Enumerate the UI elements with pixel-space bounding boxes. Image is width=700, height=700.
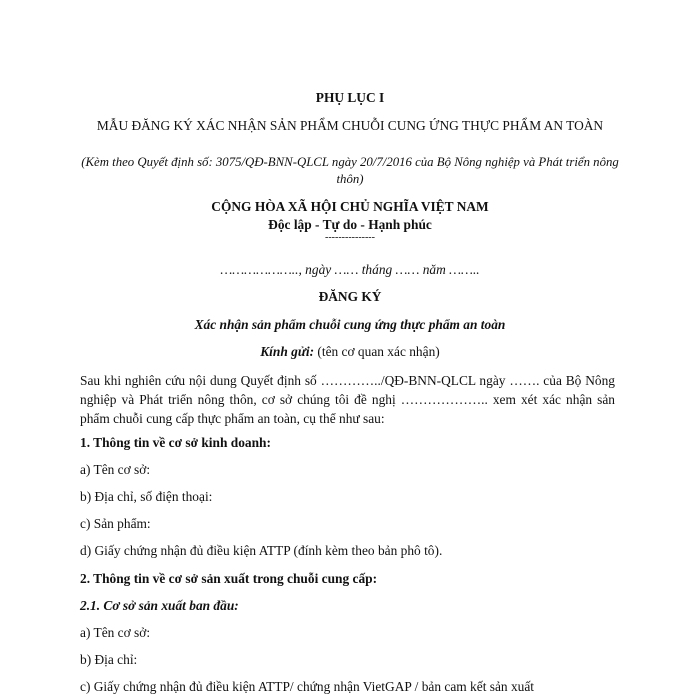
section2-sub-heading: 2.1. Cơ sở sản xuất ban đầu:	[80, 598, 239, 613]
addressee-value: (tên cơ quan xác nhận)	[314, 344, 440, 359]
form-title: MẪU ĐĂNG KÝ XÁC NHẬN SẢN PHẨM CHUỖI CUNG ỨNG THỰC PHẨM AN TOÀN	[96, 118, 604, 133]
addressee-label: Kính gửi:	[260, 344, 315, 359]
national-title: CỘNG HÒA XÃ HỘI CHỦ NGHĨA VIỆT NAM	[211, 199, 489, 214]
section1-item: b) Địa chỉ, số điện thoại:	[80, 489, 213, 504]
section2-item: b) Địa chỉ:	[80, 652, 138, 667]
form-subtitle: (Kèm theo Quyết định số: 3075/QĐ-BNN-QLCL ngày 20/7/2016 của Bộ Nông nghiệp và Phát triển nông thôn)	[81, 155, 619, 186]
date-line: ……………….., ngày …… tháng …… năm ……..	[220, 262, 480, 277]
document-subject: Xác nhận sản phẩm chuỗi cung ứng thực phẩm an toàn	[194, 317, 506, 332]
section1-item: d) Giấy chứng nhận đủ điều kiện ATTP (đính kèm theo bản phô tô).	[80, 543, 443, 558]
motto-rule: ---------------	[325, 232, 375, 243]
section2-item: c) Giấy chứng nhận đủ điều kiện ATTP/ chứng nhận VietGAP / bản cam kết sản xuất	[80, 679, 535, 694]
intro-paragraph: Sau khi nghiên cứu nội dung Quyết định số …………../QĐ-BNN-QLCL ngày ……. của Bộ Nông nghiệp và Phát triển nông thôn, cơ sở chúng tôi đề nghị ……………….. xem xét xác nhận sản phẩm chuỗi cung cấp thực phẩm an toàn, cụ thể như sau:	[80, 373, 615, 426]
document-type: ĐĂNG KÝ	[318, 289, 382, 304]
section1-heading: 1. Thông tin về cơ sở kinh doanh:	[80, 435, 271, 450]
section1-item: c) Sản phẩm:	[80, 516, 151, 531]
section2-item: a) Tên cơ sở:	[80, 625, 151, 640]
addressee-line	[80, 343, 620, 361]
annex-title: PHỤ LỤC I	[315, 90, 385, 105]
section1-item: a) Tên cơ sở:	[80, 462, 151, 477]
motto: Độc lập - Tự do - Hạnh phúc	[268, 217, 432, 232]
section2-heading: 2. Thông tin về cơ sở sản xuất trong chuỗi cung cấp:	[80, 571, 378, 586]
